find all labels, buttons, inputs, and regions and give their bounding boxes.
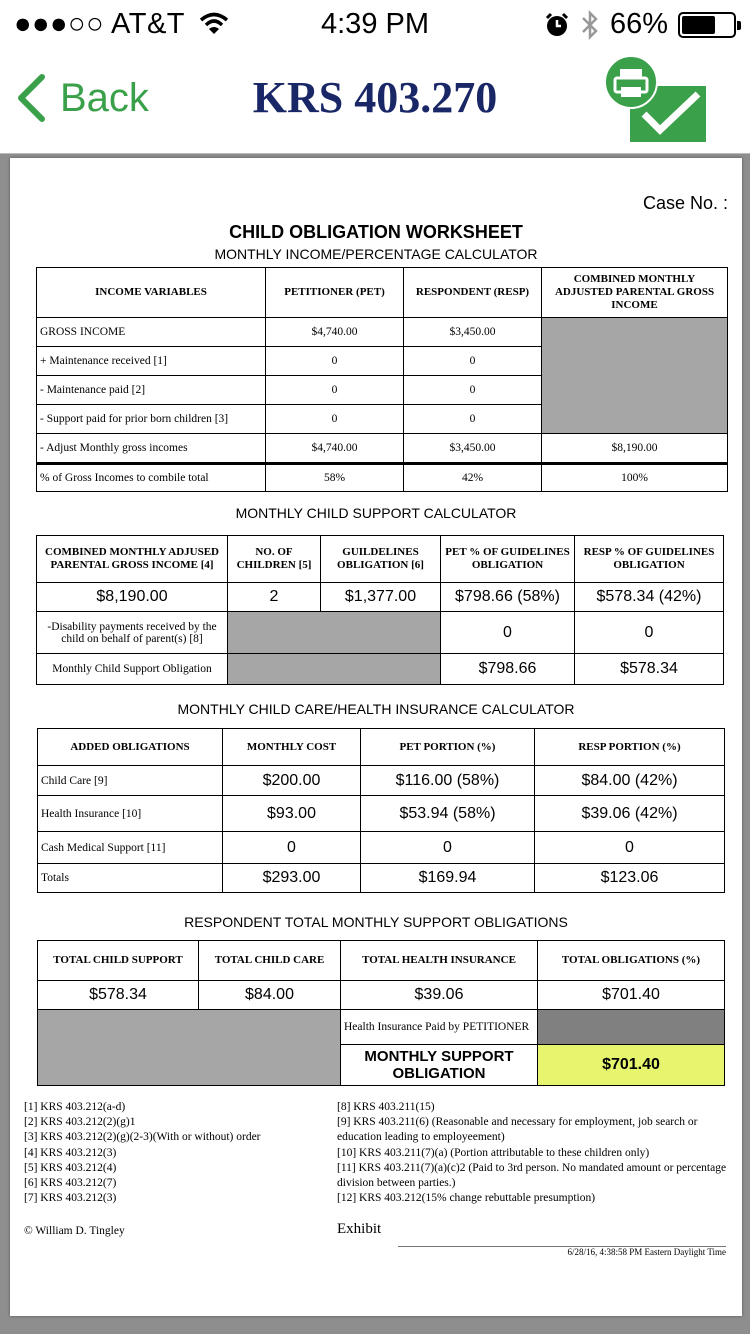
footnote: [7] KRS 403.212(3): [24, 1192, 117, 1205]
shaded-cell: [38, 1010, 341, 1086]
monthly-support-label: MONTHLY SUPPORT OBLIGATION: [341, 1045, 538, 1086]
timestamp: 6/28/16, 4:38:58 PM Eastern Daylight Time: [567, 1247, 726, 1257]
shaded-cell: [228, 612, 441, 654]
table-header: RESP % OF GUIDELINES OBLIGATION: [575, 536, 724, 583]
cell-value: $578.34: [38, 981, 199, 1010]
cell-value: 0: [266, 376, 404, 405]
table-row: [37, 318, 728, 347]
back-label: Back: [60, 75, 149, 120]
exhibit-label: Exhibit: [337, 1221, 382, 1237]
cell-value: $123.06: [535, 864, 725, 893]
cell-value: 0: [223, 832, 361, 864]
cell-value: $798.66 (58%): [441, 583, 575, 612]
cell-value: $4,740.00: [266, 318, 404, 347]
cell-value: $8,190.00: [542, 434, 728, 464]
row-label: Health Insurance [10]: [38, 796, 223, 832]
cell-value: $1,377.00: [321, 583, 441, 612]
row-label: Cash Medical Support [11]: [38, 832, 223, 864]
carrier-text: ●●●○○ AT&T: [14, 8, 185, 40]
row-label: -Disability payments received by the child on behalf of parent(s) [8]: [37, 612, 228, 654]
status-right: [544, 8, 736, 41]
footnotes-left: [24, 1100, 324, 1206]
table-header: RESP PORTION (%): [535, 729, 725, 766]
footnote: [8] KRS 403.211(15): [337, 1101, 435, 1113]
cell-value: $3,450.00: [404, 434, 542, 464]
page-title: KRS 403.270: [252, 73, 498, 122]
row-label: Totals: [38, 864, 223, 893]
nav-bar: [0, 50, 750, 154]
table-row: [37, 583, 724, 612]
cell-value: $116.00 (58%): [361, 766, 535, 796]
worksheet-page: [10, 158, 742, 1316]
shaded-cell: [542, 318, 728, 434]
footnote: [4] KRS 403.212(3): [24, 1146, 117, 1159]
cell-value: 2: [228, 583, 321, 612]
table-row: [38, 981, 725, 1010]
cell-value: $8,190.00: [37, 583, 228, 612]
worksheet-title: CHILD OBLIGATION WORKSHEET: [229, 222, 523, 242]
battery-icon: [678, 12, 736, 38]
table-header: TOTAL CHILD CARE: [199, 941, 341, 981]
cell-value: $3,450.00: [404, 318, 542, 347]
table-header: PETITIONER (PET): [266, 268, 404, 318]
table-row: [38, 864, 725, 893]
cell-value: 100%: [542, 464, 728, 492]
table-row: [38, 832, 725, 864]
cell-value: 0: [404, 405, 542, 434]
table-row: [37, 612, 724, 654]
table-header: GUILDELINES OBLIGATION [6]: [321, 536, 441, 583]
battery-percent: 66%: [609, 8, 668, 40]
row-label: + Maintenance received [1]: [37, 347, 266, 376]
footnote: [5] KRS 403.212(4): [24, 1161, 117, 1174]
child-support-calculator-title: MONTHLY CHILD SUPPORT CALCULATOR: [235, 505, 517, 521]
cell-value: $200.00: [223, 766, 361, 796]
cell-value: $578.34 (42%): [575, 583, 724, 612]
row-label: - Support paid for prior born children [3]: [37, 405, 266, 434]
table-row: [38, 796, 725, 832]
footnote: [1] KRS 403.212(a-d): [24, 1101, 126, 1113]
table-header: TOTAL OBLIGATIONS (%): [538, 941, 725, 981]
bluetooth-icon: [580, 10, 600, 40]
cell-value: $4,740.00: [266, 434, 404, 464]
table-header: TOTAL HEALTH INSURANCE: [341, 941, 538, 981]
footnote: [3] KRS 403.212(2)(g)(2-3)(With or without) order: [24, 1131, 261, 1144]
footnote: [2] KRS 403.212(2)(g)1: [24, 1116, 136, 1129]
cell-value: 42%: [404, 464, 542, 492]
cell-value: 0: [266, 347, 404, 376]
row-label: Monthly Child Support Obligation: [37, 654, 228, 685]
table-row: [37, 464, 728, 492]
cell-value: $798.66: [441, 654, 575, 685]
cell-value: $578.34: [575, 654, 724, 685]
childcare-calculator-title: MONTHLY CHILD CARE/HEALTH INSURANCE CALCULATOR: [177, 701, 575, 717]
print-icon[interactable]: [604, 56, 710, 146]
table-row: [38, 1010, 725, 1045]
row-label: % of Gross Incomes to combile total: [37, 464, 266, 492]
footnote: [10] KRS 403.211(7)(a) (Portion attributable to these children only): [337, 1146, 650, 1159]
cell-value: $84.00: [199, 981, 341, 1010]
income-table: [36, 267, 728, 492]
table-header: INCOME VARIABLES: [37, 268, 266, 318]
footnote: [12] KRS 403.212(15% change rebuttable presumption): [337, 1192, 596, 1205]
row-label: - Adjust Monthly gross incomes: [37, 434, 266, 464]
table-row: [37, 434, 728, 464]
cell-value: 0: [404, 376, 542, 405]
table-row: [38, 766, 725, 796]
childcare-table: [37, 728, 725, 893]
shaded-cell: [538, 1010, 725, 1045]
row-label: GROSS INCOME: [37, 318, 266, 347]
table-header: PET PORTION (%): [361, 729, 535, 766]
shaded-cell: [228, 654, 441, 685]
alarm-icon: [544, 12, 570, 38]
copyright: © William D. Tingley: [24, 1225, 125, 1237]
cell-value: $701.40: [538, 981, 725, 1010]
cell-value: $84.00 (42%): [535, 766, 725, 796]
footnote: [11] KRS 403.211(7)(a)(c)2 (Paid to 3rd person. No mandated amount or percentage division between parties.): [337, 1161, 727, 1190]
table-header: NO. OF CHILDREN [5]: [228, 536, 321, 583]
cell-value: 0: [575, 612, 724, 654]
respondent-total-table: [37, 940, 725, 1086]
clock: 4:39 PM: [321, 8, 429, 40]
cell-value: 58%: [266, 464, 404, 492]
case-number-label: Case No. :: [642, 193, 728, 213]
respondent-total-title: RESPONDENT TOTAL MONTHLY SUPPORT OBLIGATIONS: [184, 914, 568, 930]
row-label: - Maintenance paid [2]: [37, 376, 266, 405]
health-insurance-paid-label: Health Insurance Paid by PETITIONER: [341, 1010, 538, 1045]
cell-value: $39.06 (42%): [535, 796, 725, 832]
income-calculator-title: MONTHLY INCOME/PERCENTAGE CALCULATOR: [214, 246, 538, 262]
table-header: COMBINED MONTHLY ADJUSTED PARENTAL GROSS INCOME: [542, 268, 728, 318]
cell-value: 0: [361, 832, 535, 864]
table-header: ADDED OBLIGATIONS: [38, 729, 223, 766]
table-header: PET % OF GUIDELINES OBLIGATION: [441, 536, 575, 583]
table-header: RESPONDENT (RESP): [404, 268, 542, 318]
footnote: [6] KRS 403.212(7): [24, 1177, 117, 1190]
cell-value: 0: [404, 347, 542, 376]
table-header: COMBINED MONTHLY ADJUSED PARENTAL GROSS INCOME [4]: [37, 536, 228, 583]
cell-value: 0: [535, 832, 725, 864]
table-header: MONTHLY COST: [223, 729, 361, 766]
cell-value: 0: [266, 405, 404, 434]
row-label: Child Care [9]: [38, 766, 223, 796]
cell-value: 0: [441, 612, 575, 654]
status-bar: [0, 0, 750, 50]
monthly-support-value: $701.40: [538, 1045, 725, 1086]
cell-value: $53.94 (58%): [361, 796, 535, 832]
cell-value: $93.00: [223, 796, 361, 832]
footnotes-right: [337, 1100, 729, 1206]
table-row: [37, 654, 724, 685]
child-support-table: [36, 535, 724, 685]
cell-value: $169.94: [361, 864, 535, 893]
footnote: [9] KRS 403.211(6) (Reasonable and necessary for employment, job search or education leading to employeement): [337, 1116, 698, 1144]
cell-value: $39.06: [341, 981, 538, 1010]
table-header: TOTAL CHILD SUPPORT: [38, 941, 199, 981]
cell-value: $293.00: [223, 864, 361, 893]
